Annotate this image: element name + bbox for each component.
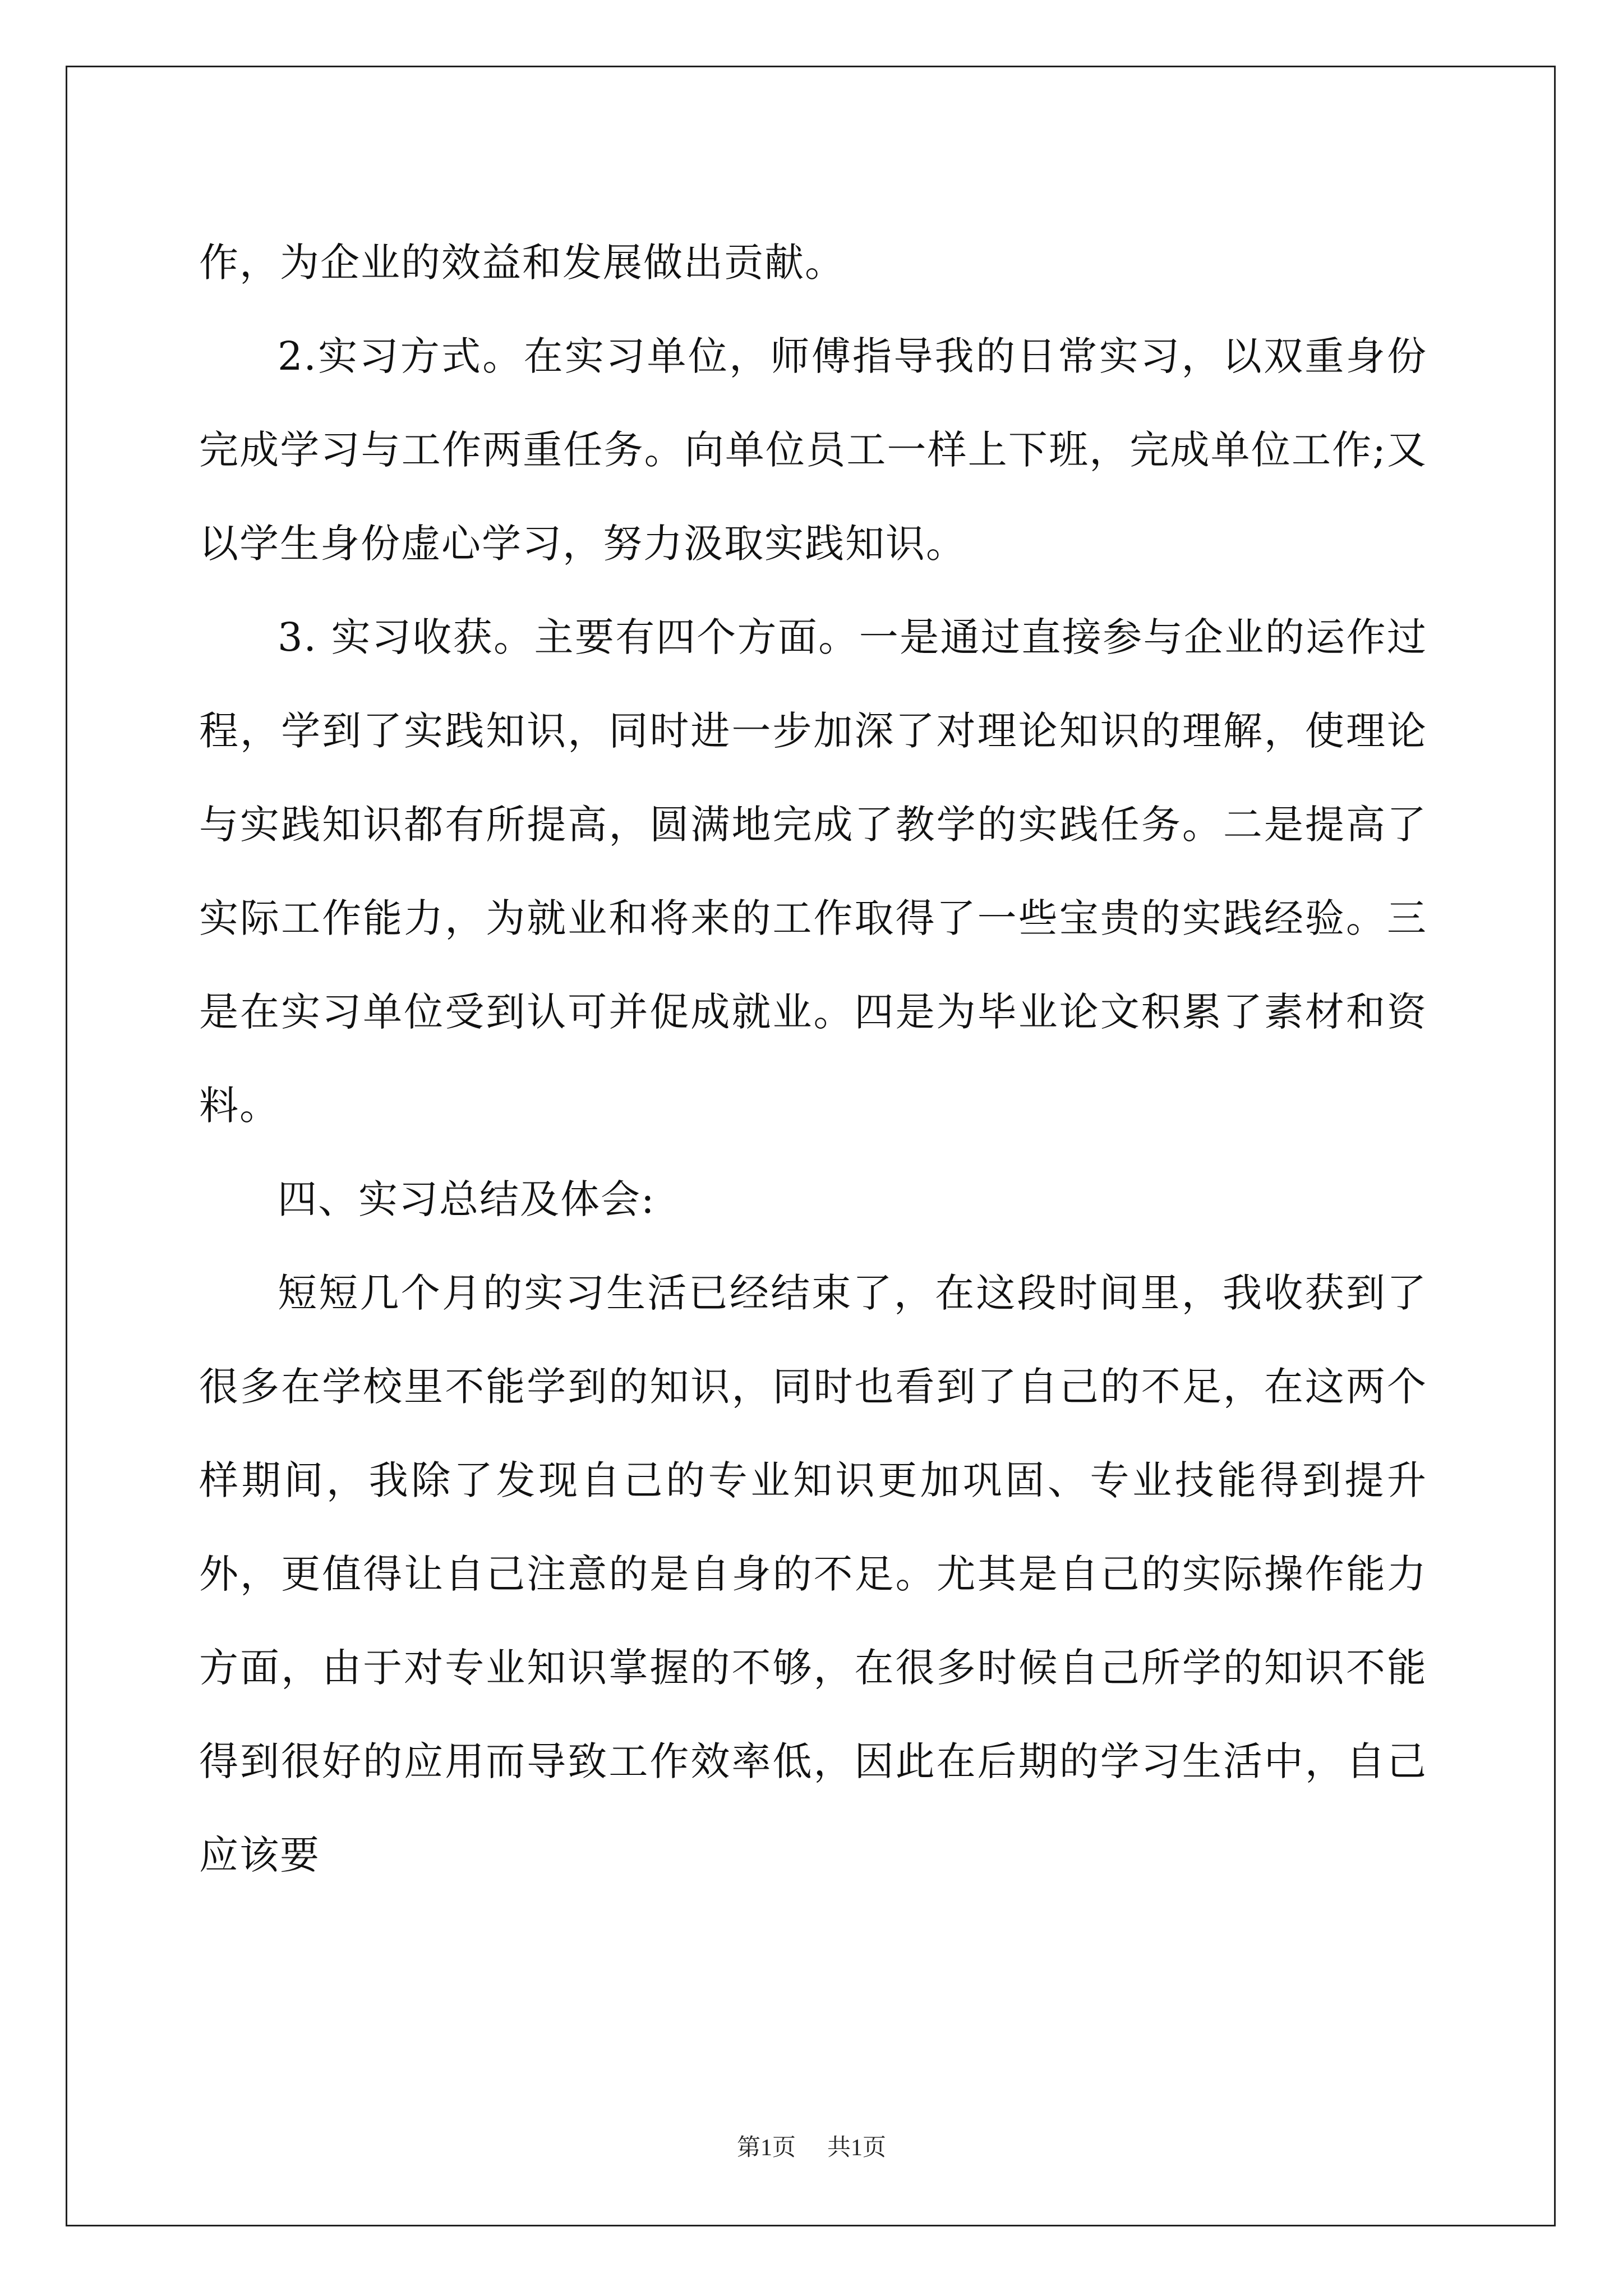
paragraph-4: 短短几个月的实习生活已经结束了，在这段时间里，我收获到了很多在学校里不能学到的知识，同时也看到了自己的不足，在这两个样期间，我除了发现自己的专业知识更加巩固、专业技能得到提升外，更值得让自己注意的是自身的不足。尤其是自己的实际操作能力方面，由于对专业知识掌握的不够，在很多时候自己所学的知识不能得到很好的应用而导致工作效率低，因此在后期的学习生活中，自己应该要 [199, 1270, 1427, 1878]
page-number-label: 第1页 [736, 2135, 796, 2161]
page-footer [0, 2129, 1623, 2162]
paragraph-2: 2.实习方式。在实习单位，师傅指导我的日常实习，以双重身份完成学习与工作两重任务。向单位员工一样上下班，完成单位工作;又以学生身份虚心学习，努力汲取实践知识。 [199, 333, 1427, 567]
section-heading: 四、实习总结及体会: [278, 1176, 656, 1222]
total-pages-label: 共1页 [827, 2135, 887, 2161]
paragraph-1: 作，为企业的效益和发展做出贡献。 [199, 240, 845, 286]
paragraph-3: 3. 实习收获。主要有四个方面。一是通过直接参与企业的运作过程，学到了实践知识，同时进一步加深了对理论知识的理解，使理论与实践知识都有所提高，圆满地完成了教学的实践任务。二是提高了实际工作能力，为就业和将来的工作取得了一些宝贵的实践经验。三是在实习单位受到认可并促成就业。四是为毕业论文积累了素材和资料。 [199, 614, 1427, 1129]
document-body [199, 216, 1427, 1902]
